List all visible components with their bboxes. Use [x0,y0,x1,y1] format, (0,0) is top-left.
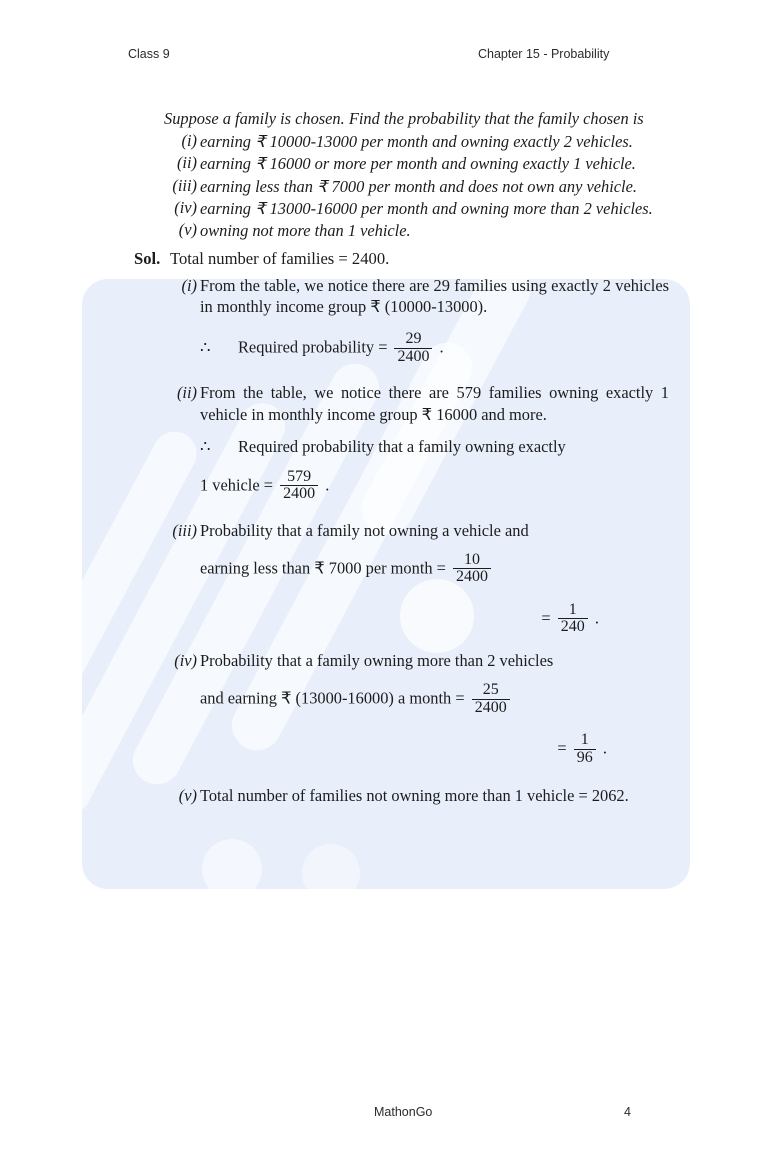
solution-part-text: Total number of families not owning more than 1 vehicle = 2062. [200,786,629,806]
fraction-1-96 [574,732,596,766]
solution-part-iii [134,520,669,542]
list-marker: (iv) [174,197,197,217]
fraction-1-240 [558,602,588,636]
footer-brand: MathonGo [374,1105,433,1119]
solution-part-text: Probability that a family owning more than 2 vehicles [200,651,554,671]
solution-iv-equation [200,683,669,717]
fraction-denominator: 2400 [472,699,510,716]
document-body [134,108,669,807]
question-item-iii [134,176,669,197]
equals-sign: = [541,608,551,628]
period: . [594,608,599,628]
therefore-symbol: ∴ [200,436,211,456]
question-item-i [134,131,669,152]
solution-ii-result-line2 [200,467,669,504]
fraction-numerator: 579 [287,467,312,485]
solution-heading [134,249,669,269]
result-label: Required probability that a family owning exactly [238,436,566,456]
header-chapter-label: Chapter 15 - Probability [478,47,610,61]
fraction-10-2400 [453,552,491,586]
fraction-denominator: 96 [574,749,596,766]
solution-part-text: Probability that a family not owning a vehicle and [200,520,529,540]
solution-part-text: From the table, we notice there are 579 families owning exactly 1 vehicle in monthly income group ₹ 16000 and more. [200,383,669,425]
period: . [439,337,444,357]
running-head [128,47,640,67]
fraction-numerator: 1 [580,731,589,749]
solution-iii-equation [200,550,669,587]
question-intro: Suppose a family is chosen. Find the probability that the family chosen is [164,109,644,128]
result-label-continued: 1 vehicle = [200,475,273,495]
solution-part-text: From the table, we notice there are 29 families using exactly 2 vehicles in monthly income group ₹ (10000-13000). [200,275,669,317]
equation-text: and earning ₹ (13000-16000) a month = [200,689,465,708]
fraction-numerator: 10 [464,550,481,568]
solution-part-i [134,275,669,319]
list-marker: (v) [178,786,197,806]
fraction-numerator: 25 [482,681,499,699]
fraction-denominator: 2400 [453,568,491,585]
fraction-denominator: 2400 [280,485,318,502]
fraction-579-2400 [280,469,318,503]
fraction-denominator: 2400 [394,348,432,365]
period: . [325,475,330,495]
list-marker: (iv) [174,651,197,671]
list-marker: (i) [181,131,197,150]
solution-part-v [134,785,669,807]
footer-page-number: 4 [624,1105,631,1119]
fraction-numerator: 1 [568,600,577,618]
result-label: Required probability = [238,337,388,357]
solution-label: Sol. [134,248,161,268]
fraction-numerator: 29 [405,330,422,348]
page-footer [134,1105,634,1125]
solution-iii-simplified [200,600,669,637]
list-item-text: earning less than ₹ 7000 per month and does not own any vehicle. [200,176,637,196]
list-marker: (i) [181,275,197,295]
fraction-25-2400 [472,682,510,716]
list-marker: (iii) [172,175,197,195]
solution-total-families: Total number of families = 2400. [170,248,390,268]
fraction-denominator: 240 [558,618,588,635]
solution-iv-simplified [200,733,669,767]
list-marker: (iii) [172,520,197,540]
period: . [602,738,607,758]
question-item-iv [134,198,669,219]
list-item-text: earning ₹ 10000-13000 per month and owning exactly 2 vehicles. [200,132,633,151]
list-item-text: earning ₹ 16000 or more per month and owning exactly 1 vehicle. [200,154,636,174]
solution-part-iv [134,650,669,672]
question-item-ii [134,153,669,174]
header-class-label: Class 9 [128,47,170,61]
therefore-symbol: ∴ [200,337,211,357]
question-item-v [134,220,669,241]
solution-ii-result-line1 [200,437,669,457]
equation-text: earning less than ₹ 7000 per month = [200,558,446,578]
list-marker: (ii) [176,153,197,173]
solution-part-ii [134,382,669,426]
list-item-text: earning ₹ 13000-16000 per month and owning more than 2 vehicles. [200,198,653,218]
list-marker: (v) [178,220,197,240]
list-item-text: owning not more than 1 vehicle. [200,221,411,241]
solution-i-result [200,332,669,366]
list-marker: (ii) [176,383,197,403]
equals-sign: = [557,738,567,758]
fraction-29-2400 [394,331,432,365]
